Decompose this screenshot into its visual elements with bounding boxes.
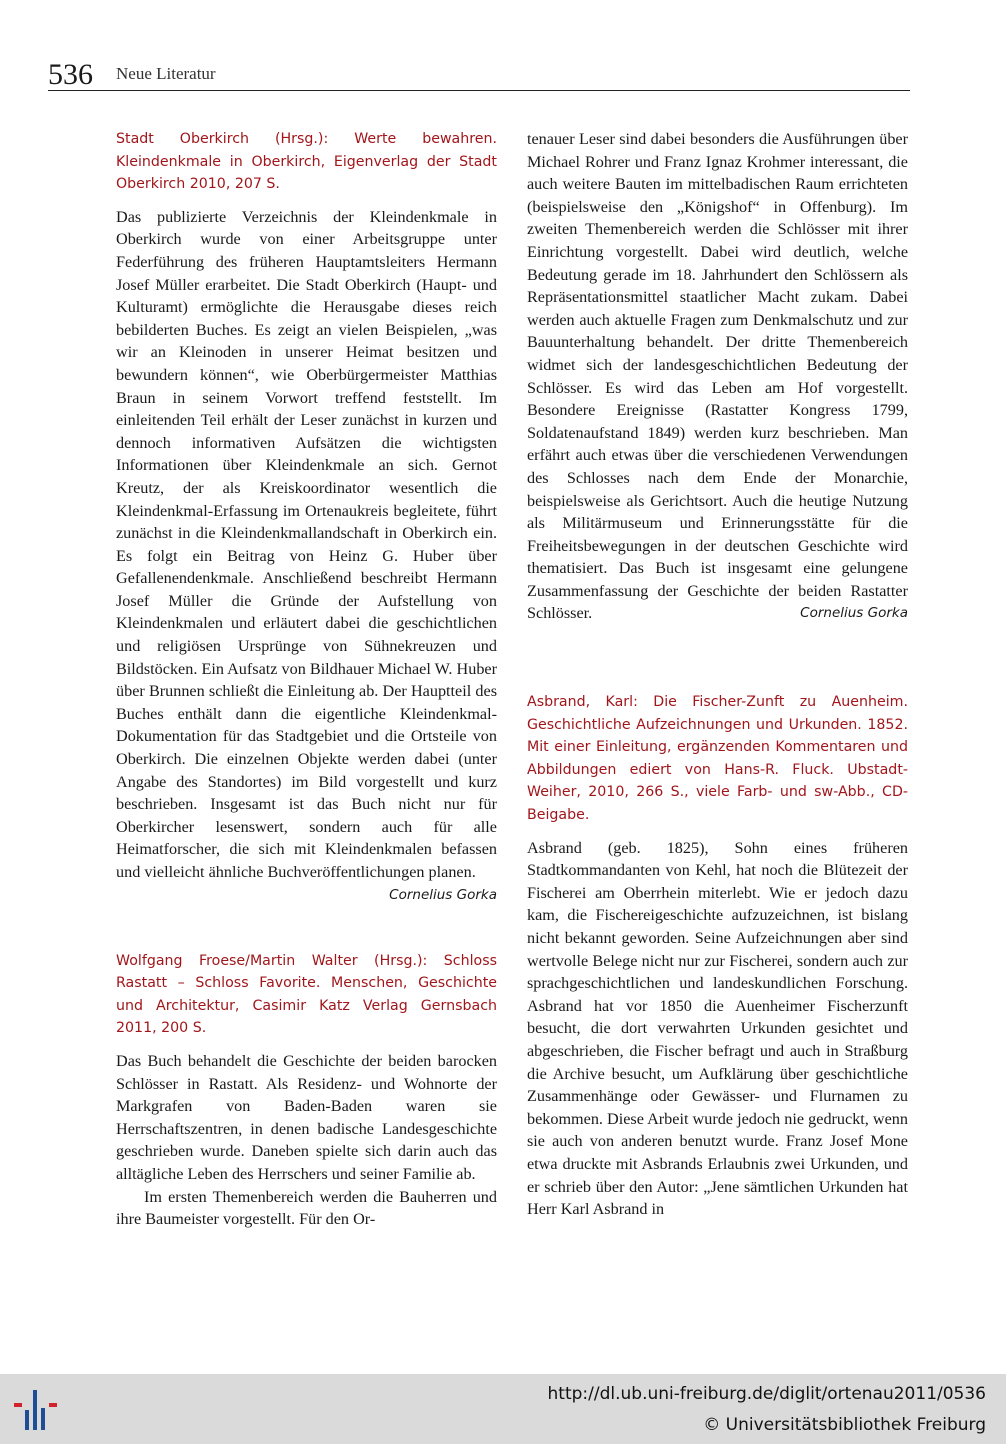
review-paragraph — [527, 128, 908, 625]
right-column — [527, 128, 908, 1221]
review-rastatt — [116, 950, 497, 1231]
page-number: 536 — [48, 58, 93, 91]
reviewer-name: Cornelius Gorka — [389, 886, 497, 903]
review-body — [527, 837, 908, 1221]
review-title: Asbrand, Karl: Die Fischer-Zunft zu Auenheim. Geschichtliche Aufzeichnungen und Urkunden. 1852. Mit einer Einleitung, ergänzenden Kommentaren und Abbildungen ediert von Hans-R. Fluck. Ubstadt-Weiher, 2010, 266 S., viele Farb- und sw-Abb., CD-Beigabe. — [527, 694, 908, 824]
reviewer-name: Cornelius Gorka — [800, 605, 908, 622]
review-body — [116, 1050, 497, 1231]
source-url-link[interactable]: http://dl.ub.uni-freiburg.de/diglit/ortenau2011/0536 — [547, 1384, 986, 1404]
review-title: Stadt Oberkirch (Hrsg.): Werte bewahren. Kleindenkmale in Oberkirch, Eigenverlag der Stadt Oberkirch 2010, 207 S. — [116, 131, 497, 193]
review-paragraph: Im ersten Themenbereich werden die Bauherren und ihre Baumeister vorgestellt. Für den Or- — [116, 1187, 497, 1229]
copyright-notice: © Universitätsbibliothek Freiburg — [703, 1415, 986, 1435]
review-body — [116, 206, 497, 903]
ub-freiburg-logo-icon — [10, 1384, 66, 1434]
library-footer — [0, 1374, 1006, 1444]
review-asbrand — [527, 691, 908, 1221]
review-paragraph — [116, 206, 497, 903]
running-head: Neue Literatur — [116, 64, 216, 83]
review-rastatt-continued — [527, 128, 908, 625]
left-column — [116, 128, 497, 1231]
review-oberkirch — [116, 128, 497, 903]
review-title: Wolfgang Froese/Martin Walter (Hrsg.): Schloss Rastatt – Schloss Favorite. Menschen, Geschichte und Architektur, Casimir Katz Verlag Gernsbach 2011, 200 S. — [116, 952, 497, 1037]
review-text: Das publizierte Verzeichnis der Kleindenkmale in Oberkirch wurde von einer Arbeitsgruppe unter Federführung des früheren Hauptamtsleiters Hermann Josef Müller erarbeitet. Die Stadt Oberkirch (Haupt- und Kulturamt) ermöglichte die Herausgabe dieses reich bebilderten Buches. Es zeigt an vielen Beispielen, „was wir an Kleinoden in unserer Heimat besitzen und bewundern können“, wie Oberbürgermeister Matthias Braun in seinem Vorwort treffend feststellt. Im einleitenden Teil erhält der Leser zunächst in kurzen und dennoch informativen Aufsätzen die wichtigsten Informationen über Kleindenkmale an sich. Gernot Kreutz, der als Kreiskoordinator wesentlich die Kleindenkmal-Erfassung im Ortenaukreis begleitete, führt zunächst in die Kleindenkmallandschaft in Oberkirch ein. Es folgt ein Beitrag von Heinz G. Huber über Gefallenendenkmale. Anschließend beschreibt Hermann Josef Müller die Gründe der Aufstellung von Kleindenkmalen und erläutert dabei die geschichtlichen und religiösen Ursprünge von Sühnekreuzen und Bildstöcken. Ein Aufsatz von Bildhauer Michael W. Huber über Brunnen schließt die Einleitung ab. Der Hauptteil des Buches enthält dann die eigentliche Kleindenkmal-Dokumentation für das Stadtgebiet und die Ortsteile von Oberkirch. Die einzelnen Objekte werden dabei (unter Angabe des Standortes) im Bild vorgestellt und kurz beschrieben. Insgesamt ist das Buch nicht nur für Oberkircher lesenswert, sondern auch für alle Heimatforscher, die sich mit Kleindenkmalen befassen und vielleicht ähnliche Buchveröffentlichungen planen. — [116, 207, 497, 881]
review-body — [527, 128, 908, 625]
review-text: tenauer Leser sind dabei besonders die Ausführungen über Michael Rohrer und Franz Ignaz Krohmer interessant, die auch weitere Bauten im mittelbadischen Raum errichteten (beispielsweise den „Königshof“ in Offenburg). Im zweiten Themenbereich werden die Schlösser mit ihrer Einrichtung vorgestellt. Dabei wird deutlich, welche Bedeutung gerade im 18. Jahrhundert den Schlössern als Repräsentationsmittel staatlicher Macht zukam. Dabei werden auch aktuelle Fragen zum Denkmalschutz und zur Bauunterhaltung behandelt. Der dritte Themenbereich widmet sich der landesgeschichtlichen Bedeutung der Schlösser. Es wird das Leben am Hof vorgestellt. Besondere Ereignisse (Rastatter Kongress 1799, Soldatenaufstand 1849) werden kurz beschrieben. Man erfährt auch etwas über die verschiedenen Verwendungen des Schlosses nach dem Ende der Monarchie, beispielsweise als Gerichtsort. Auch die heutige Nutzung als Militärmuseum und Erinnerungsstätte für die Freiheitsbewegungen in der deutschen Geschichte wird thematisiert. Das Buch ist insgesamt eine gelungene Zusammenfassung der Geschichte der beiden Rastatter Schlösser. — [527, 130, 908, 623]
section-spacer — [527, 625, 908, 691]
review-paragraph: Das Buch behandelt die Geschichte der beiden barocken Schlösser in Rastatt. Als Residenz- und Wohnorte der Markgrafen von Baden-Baden waren sie Herrschaftszentren, in denen badische Landesgeschichte geschrieben wurde. Daneben spielte sich darin auch das alltägliche Leben des Herrschers und seiner Familie ab. — [116, 1051, 497, 1183]
review-paragraph: Asbrand (geb. 1825), Sohn eines früheren Stadtkommandanten von Kehl, hat noch die Blütezeit der Fischerei am Oberrhein miterlebt. Wie er jedoch dazu kam, die Fischereigeschichte aufzuzeichnen, ist bislang nicht bekannt geworden. Seine Aufzeichnungen aber sind wertvolle Belege nicht nur zur Fischerei, sondern auch zur sprachgeschichtlichen und landeskundlichen Forschung. Asbrand hat vor 1850 die Auenheimer Fischerzunft besucht, die dort verwahrten Urkunden gesichtet und abgeschrieben, die Fischer befragt und auch in Straßburg die Archive besucht, um Aufklärung über geschichtliche Zusammenhänge oder Gewässer- und Flurnamen zu bekommen. Diese Arbeit wurde jedoch nie gedruckt, wenn sie auch von anderen benutzt wurde. Franz Josef Mone etwa druckte mit Asbrands Erlaubnis zwei Urkunden, und er schrieb über den Autor: „Jene sämtlichen Urkunden hat Herr Karl Asbrand in — [527, 838, 908, 1219]
page-header — [48, 58, 910, 91]
